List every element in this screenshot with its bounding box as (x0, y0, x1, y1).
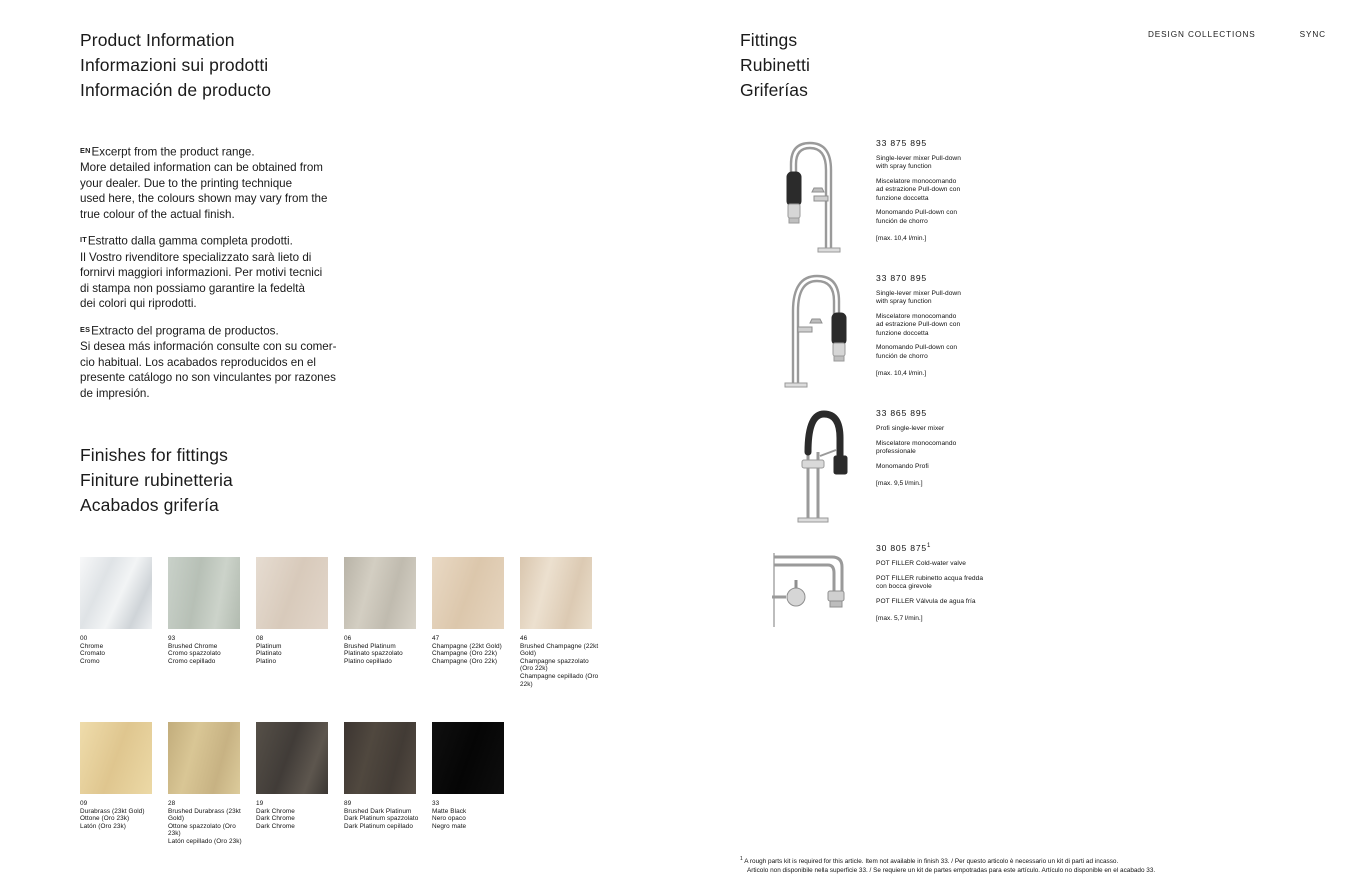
finish-name-es: Latón cepillado (Oro 23k) (168, 837, 242, 845)
finish-swatch-color (344, 557, 416, 629)
finish-swatch[interactable] (80, 557, 168, 688)
product-desc-es (876, 344, 1076, 361)
finish-name-es: Platino (256, 657, 277, 665)
desc-line: funzione doccetta (876, 329, 929, 337)
left-column (80, 28, 420, 411)
finish-swatch-row-2 (80, 722, 520, 846)
product-item[interactable] (762, 535, 1182, 670)
finish-swatch-color (168, 557, 240, 629)
product-desc-es (876, 463, 1076, 471)
finish-name-es: Latón (Oro 23k) (80, 822, 126, 830)
finish-name-it: Champagne spazzolato (Oro 22k) (520, 657, 589, 673)
finish-name-es: Cromo (80, 657, 100, 665)
finish-name-es: Champagne (Oro 22k) (432, 657, 498, 665)
finish-swatch-color (432, 557, 504, 629)
finishes-title-en: Finishes for fittings (80, 445, 228, 465)
finish-code: 47 (432, 635, 440, 642)
page-title-en: Product Information (80, 30, 235, 50)
intro-line-es-2: cio habitual. Los acabados reproducidos en el (80, 355, 316, 369)
finish-name-en: Brushed Dark Platinum (344, 807, 412, 815)
finish-swatch[interactable] (80, 722, 168, 846)
finish-swatch-caption (344, 635, 426, 665)
finish-name-es: Negro mate (432, 822, 467, 830)
finish-name-it: Dark Chrome (256, 815, 295, 823)
finish-swatch[interactable] (432, 557, 520, 688)
finish-swatch[interactable] (168, 722, 256, 846)
pulldown-faucet-icon (762, 265, 867, 393)
finish-swatch-caption (432, 635, 514, 665)
finish-code: 89 (344, 800, 352, 807)
desc-line: with spray function (876, 163, 932, 171)
product-code: 33 875 895 (876, 138, 928, 148)
finish-code: 28 (168, 800, 176, 807)
desc-line: con bocca girevole (876, 583, 932, 591)
product-flow-rate: [max. 9,5 l/min.] (876, 480, 923, 488)
desc-line: Profi single-lever mixer (876, 425, 945, 432)
finish-code: 46 (520, 635, 528, 642)
product-desc-it (876, 178, 1076, 203)
intro-paragraph-en (80, 143, 420, 222)
finish-name-en: Champagne (22kt Gold) (432, 642, 502, 650)
product-desc-it (876, 575, 1076, 592)
finish-swatch-caption (80, 635, 162, 665)
intro-line-it-1: Il Vostro rivenditore specializzato sarà lieto di (80, 250, 312, 264)
desc-line: Monomando Pull-down con (876, 209, 958, 217)
product-desc-it (876, 440, 1076, 457)
finish-name-en: Chrome (80, 642, 104, 650)
desc-line: Miscelatore monocomando (876, 439, 957, 447)
product-details (876, 130, 1076, 265)
desc-line: Monomando Pull-down con (876, 344, 958, 352)
page-title (80, 28, 420, 103)
product-details (876, 535, 1076, 670)
product-desc-it (876, 313, 1076, 338)
intro-line-it-0: Estratto dalla gamma completa prodotti. (87, 234, 293, 248)
finish-code: 06 (344, 635, 352, 642)
desc-line: POT FILLER rubinetto acqua fredda (876, 574, 984, 582)
intro-line-en-0: Excerpt from the product range. (91, 145, 255, 159)
page-title-it: Informazioni sui prodotti (80, 55, 269, 75)
finish-swatch-color (80, 722, 152, 794)
finish-name-es: Dark Chrome (256, 822, 295, 830)
finish-name-it: Champagne (Oro 22k) (432, 650, 498, 658)
pulldown-faucet-icon (762, 130, 867, 258)
finish-code: 33 (432, 800, 440, 807)
finish-name-it: Dark Platinum spazzolato (344, 815, 419, 823)
product-item[interactable] (762, 400, 1182, 535)
finish-swatch[interactable] (256, 722, 344, 846)
footnote-text: A rough parts kit is required for this article. Item not available in finish 33. / Per questo articolo è necessario un kit di parti ad incasso. (744, 858, 1119, 866)
lang-tag-es: ES (80, 324, 91, 334)
finish-swatch-color (520, 557, 592, 629)
intro-line-en-3: used here, the colours shown may vary from the (80, 192, 328, 206)
finish-name-en: Durabrass (23kt Gold) (80, 807, 145, 815)
desc-line: función de chorro (876, 352, 928, 360)
finish-name-en: Brushed Chrome (168, 642, 218, 650)
finish-swatch-caption (168, 800, 250, 846)
finish-name-en: Brushed Platinum (344, 642, 396, 650)
finish-swatch-caption (256, 800, 338, 830)
finish-code: 08 (256, 635, 264, 642)
intro-line-en-2: your dealer. Due to the printing technique (80, 176, 293, 190)
finish-swatch[interactable] (168, 557, 256, 688)
product-desc-en (876, 425, 1076, 433)
intro-line-es-4: de impresión. (80, 386, 150, 400)
profi-faucet-icon (762, 400, 867, 528)
product-details (876, 265, 1076, 400)
footnote-marker: 1 (740, 856, 743, 862)
desc-line: Monomando Profi (876, 462, 929, 470)
finish-name-en: Dark Chrome (256, 807, 295, 815)
finish-swatch[interactable] (344, 722, 432, 846)
intro-line-es-1: Si desea más información consulte con su comer- (80, 340, 337, 354)
product-details (876, 400, 1076, 535)
product-flow-rate: [max. 10,4 l/min.] (876, 235, 927, 243)
finish-name-en: Platinum (256, 642, 282, 650)
lang-tag-en: EN (80, 146, 91, 155)
finishes-title (80, 443, 233, 518)
pot-filler-icon (762, 535, 867, 663)
product-item[interactable] (762, 130, 1182, 265)
finish-name-it: Platinato spazzolato (344, 650, 403, 658)
desc-line: POT FILLER Cold-water valve (876, 560, 966, 567)
finish-code: 19 (256, 800, 264, 807)
finish-code: 09 (80, 800, 88, 807)
desc-line: funzione doccetta (876, 194, 929, 202)
intro-line-en-4: true colour of the actual finish. (80, 207, 235, 221)
product-desc-es (876, 598, 1076, 606)
finish-name-it: Nero opaco (432, 815, 466, 823)
intro-text (80, 143, 420, 401)
finish-swatch-color (432, 722, 504, 794)
nav-item-design-collections[interactable]: DESIGN COLLECTIONS (1147, 30, 1256, 39)
finish-swatch[interactable] (520, 557, 608, 688)
product-desc-es (876, 209, 1076, 226)
fittings-title-it: Rubinetti (740, 55, 810, 75)
desc-line: with spray function (876, 298, 932, 306)
footnote (740, 855, 1340, 875)
finish-name-en: Brushed Champagne (22kt Gold) (520, 642, 599, 658)
finish-name-en: Brushed Durabrass (23kt Gold) (168, 807, 241, 823)
finish-name-en: Matte Black (432, 807, 467, 815)
product-flow-rate: [max. 10,4 l/min.] (876, 370, 927, 378)
finish-name-es: Dark Platinum cepillado (344, 822, 413, 830)
finish-name-es: Champagne cepillado (Oro 22k) (520, 672, 599, 688)
lang-tag-it: IT (80, 235, 87, 245)
finish-name-it: Cromato (80, 650, 106, 658)
desc-line: ad estrazione Pull-down con (876, 186, 961, 194)
finish-swatch-caption (344, 800, 426, 830)
finish-code: 93 (168, 635, 176, 642)
finish-code: 00 (80, 635, 88, 642)
intro-line-es-0: Extracto del programa de productos. (91, 324, 279, 338)
finishes-title-es: Acabados grifería (80, 495, 219, 515)
product-desc-en (876, 290, 1076, 307)
intro-line-es-3: presente catálogo no son vinculantes por razones (80, 371, 336, 385)
desc-line: función de chorro (876, 217, 928, 225)
finish-swatch-caption (80, 800, 162, 830)
finish-swatch-caption (520, 635, 602, 688)
desc-line: ad estrazione Pull-down con (876, 321, 961, 329)
finish-swatch-color (344, 722, 416, 794)
desc-line: Miscelatore monocomando (876, 313, 957, 321)
intro-paragraph-es (80, 322, 420, 401)
finish-swatch-color (256, 722, 328, 794)
intro-line-it-3: di stampa non possiamo garantire la fedeltà (80, 281, 305, 295)
product-code-footnote-marker: 1 (927, 543, 932, 550)
finish-swatch-caption (168, 635, 250, 665)
finish-swatch[interactable] (344, 557, 432, 688)
desc-line: Miscelatore monocomando (876, 178, 957, 186)
product-code: 33 865 895 (876, 408, 928, 418)
desc-line: professionale (876, 448, 916, 456)
finish-swatch[interactable] (256, 557, 344, 688)
desc-line: Single-lever mixer Pull-down (876, 290, 961, 297)
fittings-title-en: Fittings (740, 30, 798, 50)
fittings-title (740, 28, 1100, 103)
intro-line-it-2: fornirvi maggiori informazioni. Per motivi tecnici (80, 266, 323, 280)
finishes-title-it: Finiture rubinetteria (80, 470, 233, 490)
finish-name-es: Cromo cepillado (168, 657, 216, 665)
product-code (876, 543, 1076, 553)
footnote-line-1 (740, 855, 1340, 867)
product-list (762, 130, 1182, 670)
finish-name-it: Ottone (Oro 23k) (80, 815, 130, 823)
footnote-line-2: Articolo non disponibile nella superficie 33. / Se requiere un kit de partes empotradas para este artículo. Artículo no disponible en el acabado 33. (747, 866, 1156, 874)
finish-name-it: Cromo spazzolato (168, 650, 221, 658)
finish-swatch-caption (432, 800, 514, 830)
intro-line-it-4: dei colori qui riprodotti. (80, 297, 197, 311)
fittings-title-es: Griferías (740, 80, 808, 100)
finish-swatch-color (80, 557, 152, 629)
desc-line: POT FILLER Válvula de agua fría (876, 597, 976, 605)
finish-name-it: Platinato (256, 650, 282, 658)
product-flow-rate: [max. 5,7 l/min.] (876, 615, 923, 623)
intro-paragraph-it (80, 232, 420, 311)
product-item[interactable] (762, 265, 1182, 400)
nav-item-sync[interactable]: SYNC (1299, 30, 1326, 39)
finish-name-it: Ottone spazzolato (Oro 23k) (168, 822, 236, 838)
page-title-es: Información de producto (80, 80, 272, 100)
finish-swatch-color (168, 722, 240, 794)
finish-swatch-row-1 (80, 557, 608, 688)
product-code-value: 30 805 875 (876, 543, 928, 553)
top-nav (1148, 30, 1326, 39)
finish-swatch-caption (256, 635, 338, 665)
desc-line: Single-lever mixer Pull-down (876, 155, 961, 162)
product-code: 33 870 895 (876, 273, 928, 283)
finish-swatch[interactable] (432, 722, 520, 846)
product-desc-en (876, 560, 1076, 568)
finish-name-es: Platino cepillado (344, 657, 392, 665)
intro-line-en-1: More detailed information can be obtained from (80, 161, 323, 175)
finish-swatch-color (256, 557, 328, 629)
product-desc-en (876, 155, 1076, 172)
